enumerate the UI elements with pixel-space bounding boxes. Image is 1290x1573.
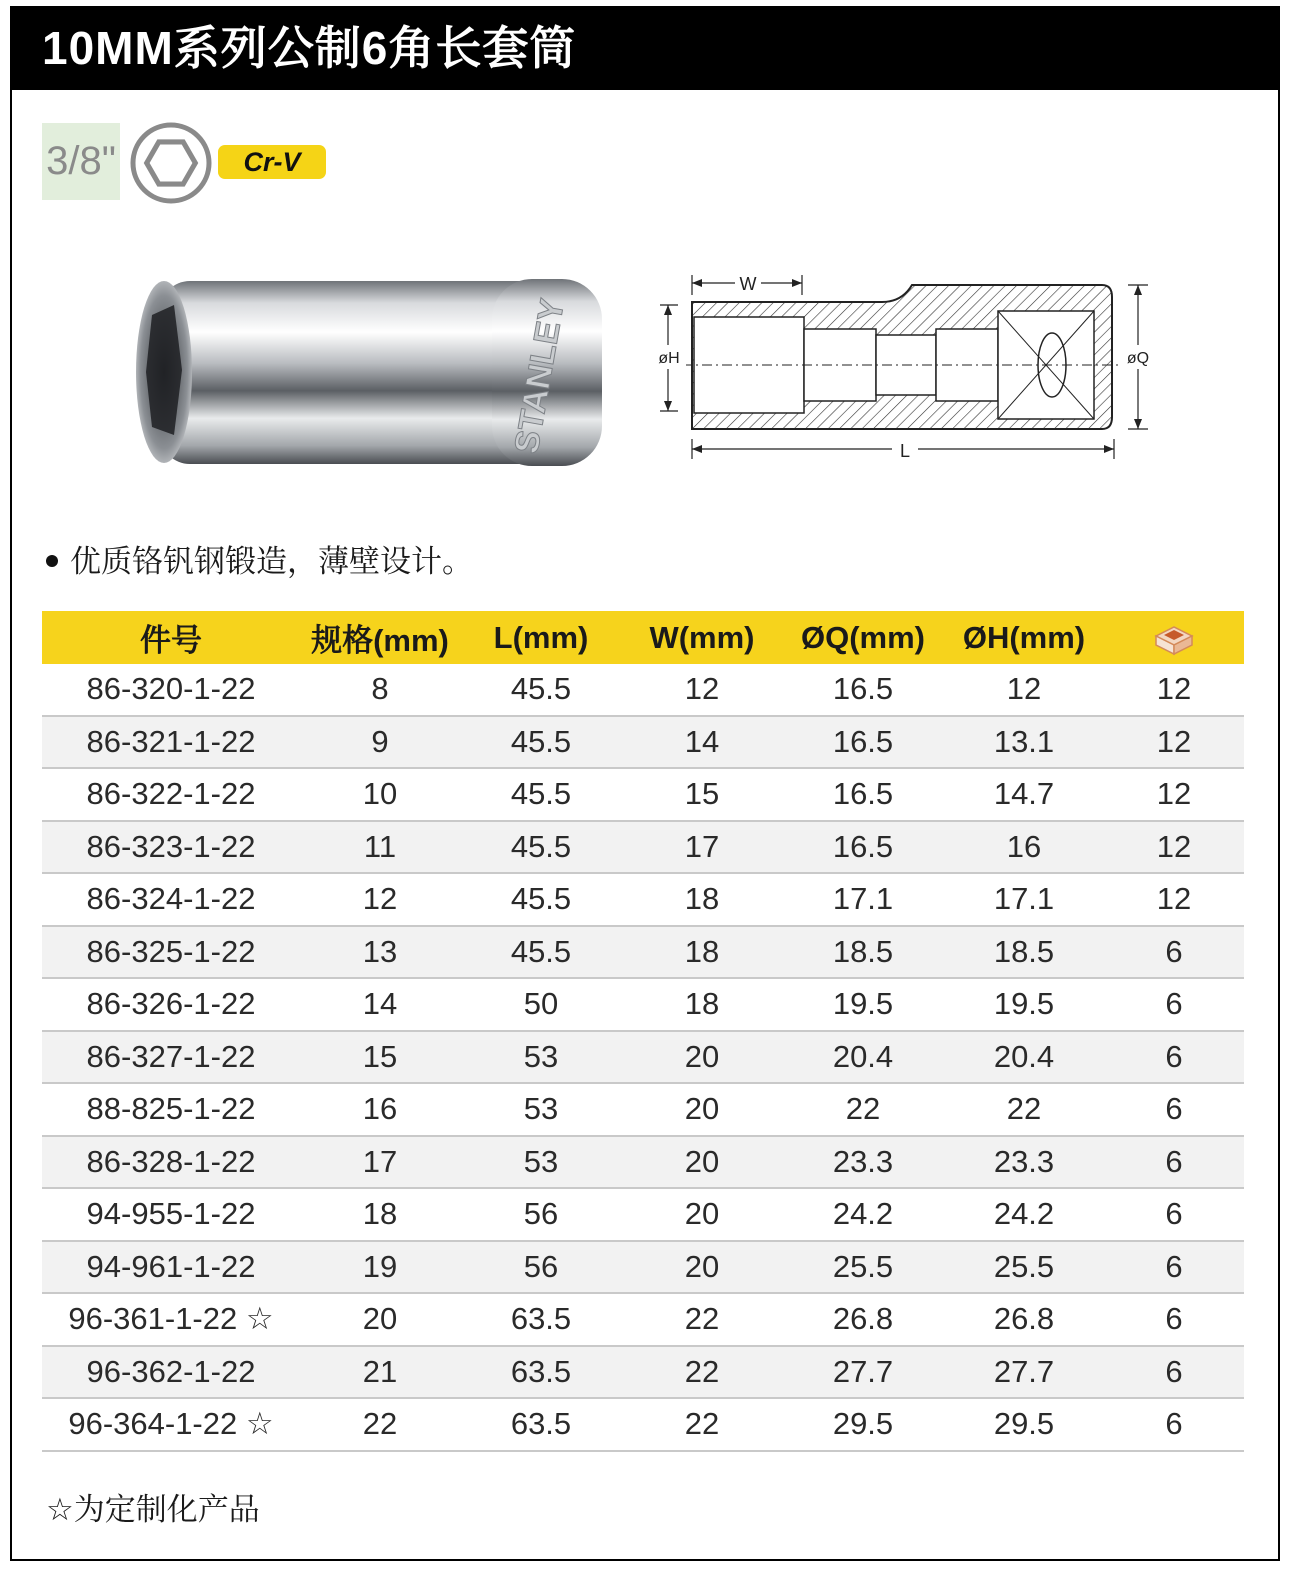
cell-part-number: 86-325-1-22 [86, 933, 256, 969]
cell-length: 56 [523, 1196, 559, 1232]
cell-head-diameter: 25.5 [993, 1248, 1055, 1284]
cell-outer-diameter: 16.5 [832, 671, 894, 707]
cell-head-diameter: 14.7 [993, 776, 1055, 812]
table-row [42, 1294, 1244, 1347]
cell-length: 53 [523, 1091, 559, 1127]
cell-width: 18 [684, 986, 720, 1022]
cell-head-diameter: 18.5 [993, 933, 1055, 969]
table-row [42, 664, 1244, 717]
cell-head-diameter: 17.1 [993, 881, 1055, 917]
table-header [42, 611, 1244, 664]
cell-length: 56 [523, 1248, 559, 1284]
table-body [42, 664, 1244, 1452]
cell-head-diameter: 26.8 [993, 1301, 1055, 1337]
cell-outer-diameter: 16.5 [832, 828, 894, 864]
table-row [42, 1189, 1244, 1242]
cell-length: 45.5 [510, 881, 572, 917]
header-size: 规格(mm) [311, 623, 449, 658]
cell-head-diameter: 12 [1006, 671, 1042, 707]
cell-size: 21 [362, 1353, 398, 1389]
cell-width: 15 [684, 776, 720, 812]
cell-pack-quantity: 6 [1165, 1091, 1183, 1127]
cell-outer-diameter: 20.4 [832, 1038, 894, 1074]
cell-size: 13 [362, 933, 398, 969]
cell-width: 22 [684, 1301, 720, 1337]
cell-pack-quantity: 6 [1165, 1406, 1183, 1442]
cell-pack-quantity: 12 [1156, 881, 1192, 917]
cell-size: 19 [362, 1248, 398, 1284]
cell-width: 22 [684, 1406, 720, 1442]
cell-part-number: 96-364-1-22 ☆ [68, 1406, 274, 1442]
cell-head-diameter: 24.2 [993, 1196, 1055, 1232]
cell-width: 20 [684, 1196, 720, 1232]
cell-length: 45.5 [510, 723, 572, 759]
material-badge: Cr-V [218, 145, 326, 179]
brand-engraving: STANLEY [507, 296, 572, 457]
cell-length: 50 [523, 986, 559, 1022]
cell-outer-diameter: 16.5 [832, 723, 894, 759]
cell-head-diameter: 29.5 [993, 1406, 1055, 1442]
cell-pack-quantity: 12 [1156, 828, 1192, 864]
cell-part-number: 96-361-1-22 ☆ [68, 1301, 274, 1337]
cell-head-diameter: 16 [1006, 828, 1042, 864]
cell-width: 12 [684, 671, 720, 707]
table-row [42, 927, 1244, 980]
table-row [42, 822, 1244, 875]
dimension-label-q: øQ [1126, 350, 1150, 367]
bullet-dot-icon [46, 555, 58, 567]
cell-part-number: 86-328-1-22 [86, 1143, 256, 1179]
drive-size-badge: 3/8" [42, 123, 120, 200]
cell-pack-quantity: 6 [1165, 1196, 1183, 1232]
cell-pack-quantity: 6 [1165, 1038, 1183, 1074]
cell-size: 16 [362, 1091, 398, 1127]
cell-size: 20 [362, 1301, 398, 1337]
header-length: L(mm) [493, 619, 589, 655]
cell-size: 15 [362, 1038, 398, 1074]
cell-length: 45.5 [510, 776, 572, 812]
cell-length: 63.5 [510, 1353, 572, 1389]
table-row [42, 717, 1244, 770]
socket-dimension-diagram [652, 265, 1164, 465]
cell-width: 18 [684, 881, 720, 917]
cell-size: 9 [371, 723, 389, 759]
table-row [42, 1084, 1244, 1137]
socket-photo [132, 275, 617, 470]
cell-part-number: 86-321-1-22 [86, 723, 256, 759]
cell-size: 8 [371, 671, 389, 707]
cell-part-number: 86-323-1-22 [86, 828, 256, 864]
cell-head-diameter: 23.3 [993, 1143, 1055, 1179]
cell-part-number: 88-825-1-22 [86, 1091, 256, 1127]
header-pack-quantity [1104, 619, 1244, 656]
cell-width: 20 [684, 1248, 720, 1284]
cell-pack-quantity: 6 [1165, 1353, 1183, 1389]
cell-head-diameter: 19.5 [993, 986, 1055, 1022]
cell-outer-diameter: 16.5 [832, 776, 894, 812]
cell-width: 20 [684, 1143, 720, 1179]
cell-head-diameter: 27.7 [993, 1353, 1055, 1389]
cell-pack-quantity: 6 [1165, 1301, 1183, 1337]
cell-part-number: 96-362-1-22 [86, 1353, 256, 1389]
cell-width: 17 [684, 828, 720, 864]
dimension-label-w: W [739, 274, 757, 294]
dimension-label-l: L [899, 441, 911, 461]
hexagon-icon [130, 122, 212, 204]
cell-length: 63.5 [510, 1406, 572, 1442]
table-row [42, 874, 1244, 927]
header-outer-diameter: ØQ(mm) [801, 619, 925, 655]
cell-width: 20 [684, 1091, 720, 1127]
header-head-diameter: ØH(mm) [962, 619, 1086, 655]
cell-head-diameter: 13.1 [993, 723, 1055, 759]
cell-outer-diameter: 17.1 [832, 881, 894, 917]
cell-width: 20 [684, 1038, 720, 1074]
cell-outer-diameter: 22 [845, 1091, 881, 1127]
feature-bullet [46, 540, 473, 584]
table-row [42, 1032, 1244, 1085]
cell-part-number: 86-326-1-22 [86, 986, 256, 1022]
cell-width: 18 [684, 933, 720, 969]
cell-length: 63.5 [510, 1301, 572, 1337]
cell-part-number: 94-961-1-22 [86, 1248, 256, 1284]
cell-outer-diameter: 26.8 [832, 1301, 894, 1337]
cell-outer-diameter: 24.2 [832, 1196, 894, 1232]
cell-pack-quantity: 12 [1156, 671, 1192, 707]
cell-size: 12 [362, 881, 398, 917]
cell-part-number: 86-327-1-22 [86, 1038, 256, 1074]
cell-width: 14 [684, 723, 720, 759]
cell-part-number: 86-324-1-22 [86, 881, 256, 917]
spec-table [42, 611, 1244, 1452]
table-row [42, 1242, 1244, 1295]
table-row [42, 979, 1244, 1032]
cell-part-number: 86-320-1-22 [86, 671, 256, 707]
feature-text: 优质铬钒钢锻造，薄壁设计。 [70, 544, 473, 579]
cell-head-diameter: 20.4 [993, 1038, 1055, 1074]
cell-pack-quantity: 6 [1165, 986, 1183, 1022]
dimension-label-h: øH [658, 350, 680, 367]
cell-pack-quantity: 12 [1156, 776, 1192, 812]
table-row [42, 1399, 1244, 1452]
cell-outer-diameter: 18.5 [832, 933, 894, 969]
cell-outer-diameter: 19.5 [832, 986, 894, 1022]
custom-product-footnote: ☆为定制化产品 [46, 1492, 260, 1527]
cell-length: 45.5 [510, 933, 572, 969]
cell-outer-diameter: 25.5 [832, 1248, 894, 1284]
cell-pack-quantity: 12 [1156, 723, 1192, 759]
title-bar [10, 6, 1280, 90]
cell-outer-diameter: 23.3 [832, 1143, 894, 1179]
cell-size: 22 [362, 1406, 398, 1442]
cell-size: 18 [362, 1196, 398, 1232]
cell-outer-diameter: 29.5 [832, 1406, 894, 1442]
cell-length: 53 [523, 1038, 559, 1074]
cell-size: 17 [362, 1143, 398, 1179]
cell-pack-quantity: 6 [1165, 933, 1183, 969]
cell-part-number: 94-955-1-22 [86, 1196, 256, 1232]
cell-length: 45.5 [510, 828, 572, 864]
header-width: W(mm) [649, 619, 755, 655]
table-row [42, 769, 1244, 822]
table-row [42, 1137, 1244, 1190]
cell-outer-diameter: 27.7 [832, 1353, 894, 1389]
cell-length: 45.5 [510, 671, 572, 707]
table-row [42, 1347, 1244, 1400]
cell-width: 22 [684, 1353, 720, 1389]
cell-size: 11 [363, 828, 397, 864]
cell-head-diameter: 22 [1006, 1091, 1042, 1127]
box-icon [1152, 622, 1196, 656]
cell-pack-quantity: 6 [1165, 1143, 1183, 1179]
cell-size: 10 [362, 776, 398, 812]
cell-part-number: 86-322-1-22 [86, 776, 256, 812]
cell-length: 53 [523, 1143, 559, 1179]
page-title: 10MM系列公制6角长套筒 [42, 22, 577, 74]
header-part-number: 件号 [140, 623, 202, 658]
cell-pack-quantity: 6 [1165, 1248, 1183, 1284]
cell-size: 14 [362, 986, 398, 1022]
